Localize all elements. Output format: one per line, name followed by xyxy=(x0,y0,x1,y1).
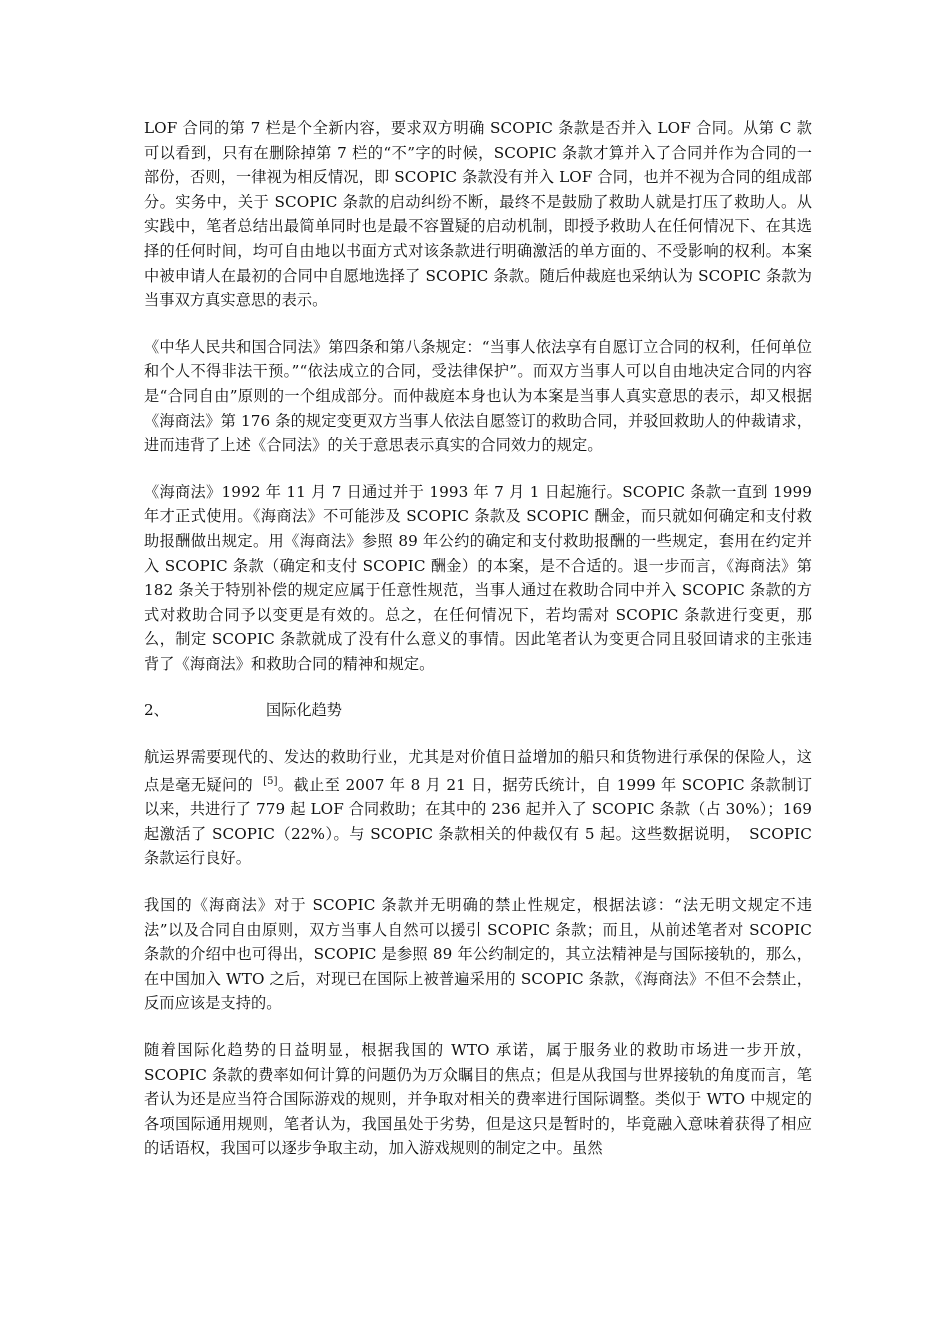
document-page xyxy=(144,116,812,1183)
paragraph-text-part-a: 航运界需要现代的、发达的救助行业，尤其是对价值日益增加的船只和货物进行承保的保险人，这点是毫无疑问的 xyxy=(144,748,812,794)
paragraph-text-part-b: 。截止至 2007 年 8 月 21 日，据劳氏统计，自 1999 年 SCOPIC 条款制订以来，共进行了 779 起 LOF 合同救助；在其中的 236 起并入了 SCOPIC 条款（占 30%）；169 起激活了 SCOPIC（22%）。与 SCOPIC 条款相关的仲裁仅有 5 起。这些数据说明， SCOPIC 条款运行良好。 xyxy=(144,775,812,868)
paragraph-internationalization: 随着国际化趋势的日益明显，根据我国的 WTO 承诺，属于服务业的救助市场进一步开放，SCOPIC 条款的费率如何计算的问题仍为万众瞩目的焦点；但是从我国与世界接轨的角度而言，笔者认为还是应当符合国际游戏的规则，并争取对相关的费率进行国际调整。类似于 WTO 中规定的各项国际通用规则，笔者认为，我国虽处于劣势，但是这只是暂时的，毕竟融入意味着获得了相应的话语权，我国可以逐步争取主动，加入游戏规则的制定之中。虽然 xyxy=(144,1041,812,1158)
paragraph-no-prohibition: 我国的《海商法》对于 SCOPIC 条款并无明确的禁止性规定，根据法谚：“法无明文规定不违法”以及合同自由原则，双方当事人自然可以援引 SCOPIC 条款；而且，从前述笔者对 SCOPIC 条款的介绍中也可得出，SCOPIC 是参照 89 年公约制定的，其立法精神是与国际接轨的，那么，在中国加入 WTO 之后，对现已在国际上被普遍采用的 SCOPIC 条款，《海商法》不但不会禁止，反而应该是支持的。 xyxy=(144,896,812,1013)
paragraph-maritime-code: 《海商法》1992 年 11 月 7 日通过并于 1993 年 7 月 1 日起施行。SCOPIC 条款一直到 1999 年才正式使用。《海商法》不可能涉及 SCOPIC 条款及 SCOPIC 酬金，而只就如何确定和支付救助报酬做出规定。用《海商法》参照 89 年公约的确定和支付救助报酬的一些规定，套用在约定并入 SCOPIC 条款（确定和支付 SCOPIC 酬金）的本案，是不合适的。退一步而言，《海商法》第 182 条关于特别补偿的规定应属于任意性规范，当事人通过在救助合同中并入 SCOPIC 条款的方式对救助合同予以变更是有效的。总之，在任何情况下，若均需对 SCOPIC 条款进行变更，那么，制定 SCOPIC 条款就成了没有什么意义的事情。因此笔者认为变更合同且驳回请求的主张违背了《海商法》和救助合同的精神和规定。 xyxy=(144,482,812,673)
footnote-reference[interactable]: [5] xyxy=(263,775,278,787)
section-number: 2、 xyxy=(144,701,169,720)
paragraph-contract-law: 《中华人民共和国合同法》第四条和第八条规定：“当事人依法享有自愿订立合同的权利，任何单位和个人不得非法干预。”“依法成立的合同，受法律保护”。而双方当事人可以自由地决定合同的内容是“合同自由”原则的一个组成部分。而仲裁庭本身也认为本案是当事人真实意思的表示，却又根据《海商法》第 176 条的规定变更双方当事人依法自愿签订的救助合同，并驳回救助人的仲裁请求，进而违背了上述《合同法》的关于意思表示真实的合同效力的规定。 xyxy=(144,337,812,455)
paragraph-salvage-statistics xyxy=(144,745,812,871)
section-title: 国际化趋势 xyxy=(266,701,342,720)
section-heading xyxy=(144,698,812,723)
paragraph-lof-column-7: LOF 合同的第 7 栏是个全新内容，要求双方明确 SCOPIC 条款是否并入 LOF 合同。从第 C 款可以看到，只有在删除掉第 7 栏的“不”字的时候，SCOPIC 条款才算并入了合同并作为合同的一部份，否则，一律视为相反情况，即 SCOPIC 条款没有并入 LOF 合同，也并不视为合同的组成部分。实务中，关于 SCOPIC 条款的启动纠纷不断，最终不是鼓励了救助人就是打压了救助人。从实践中，笔者总结出最简单同时也是最不容置疑的启动机制，即授予救助人在任何情况下、在其选择的任何时间，均可自由地以书面方式对该条款进行明确激活的单方面的、不受影响的权利。本案中被申请人在最初的合同中自愿地选择了 SCOPIC 条款。随后仲裁庭也采纳认为 SCOPIC 条款为当事双方真实意思的表示。 xyxy=(144,119,812,310)
